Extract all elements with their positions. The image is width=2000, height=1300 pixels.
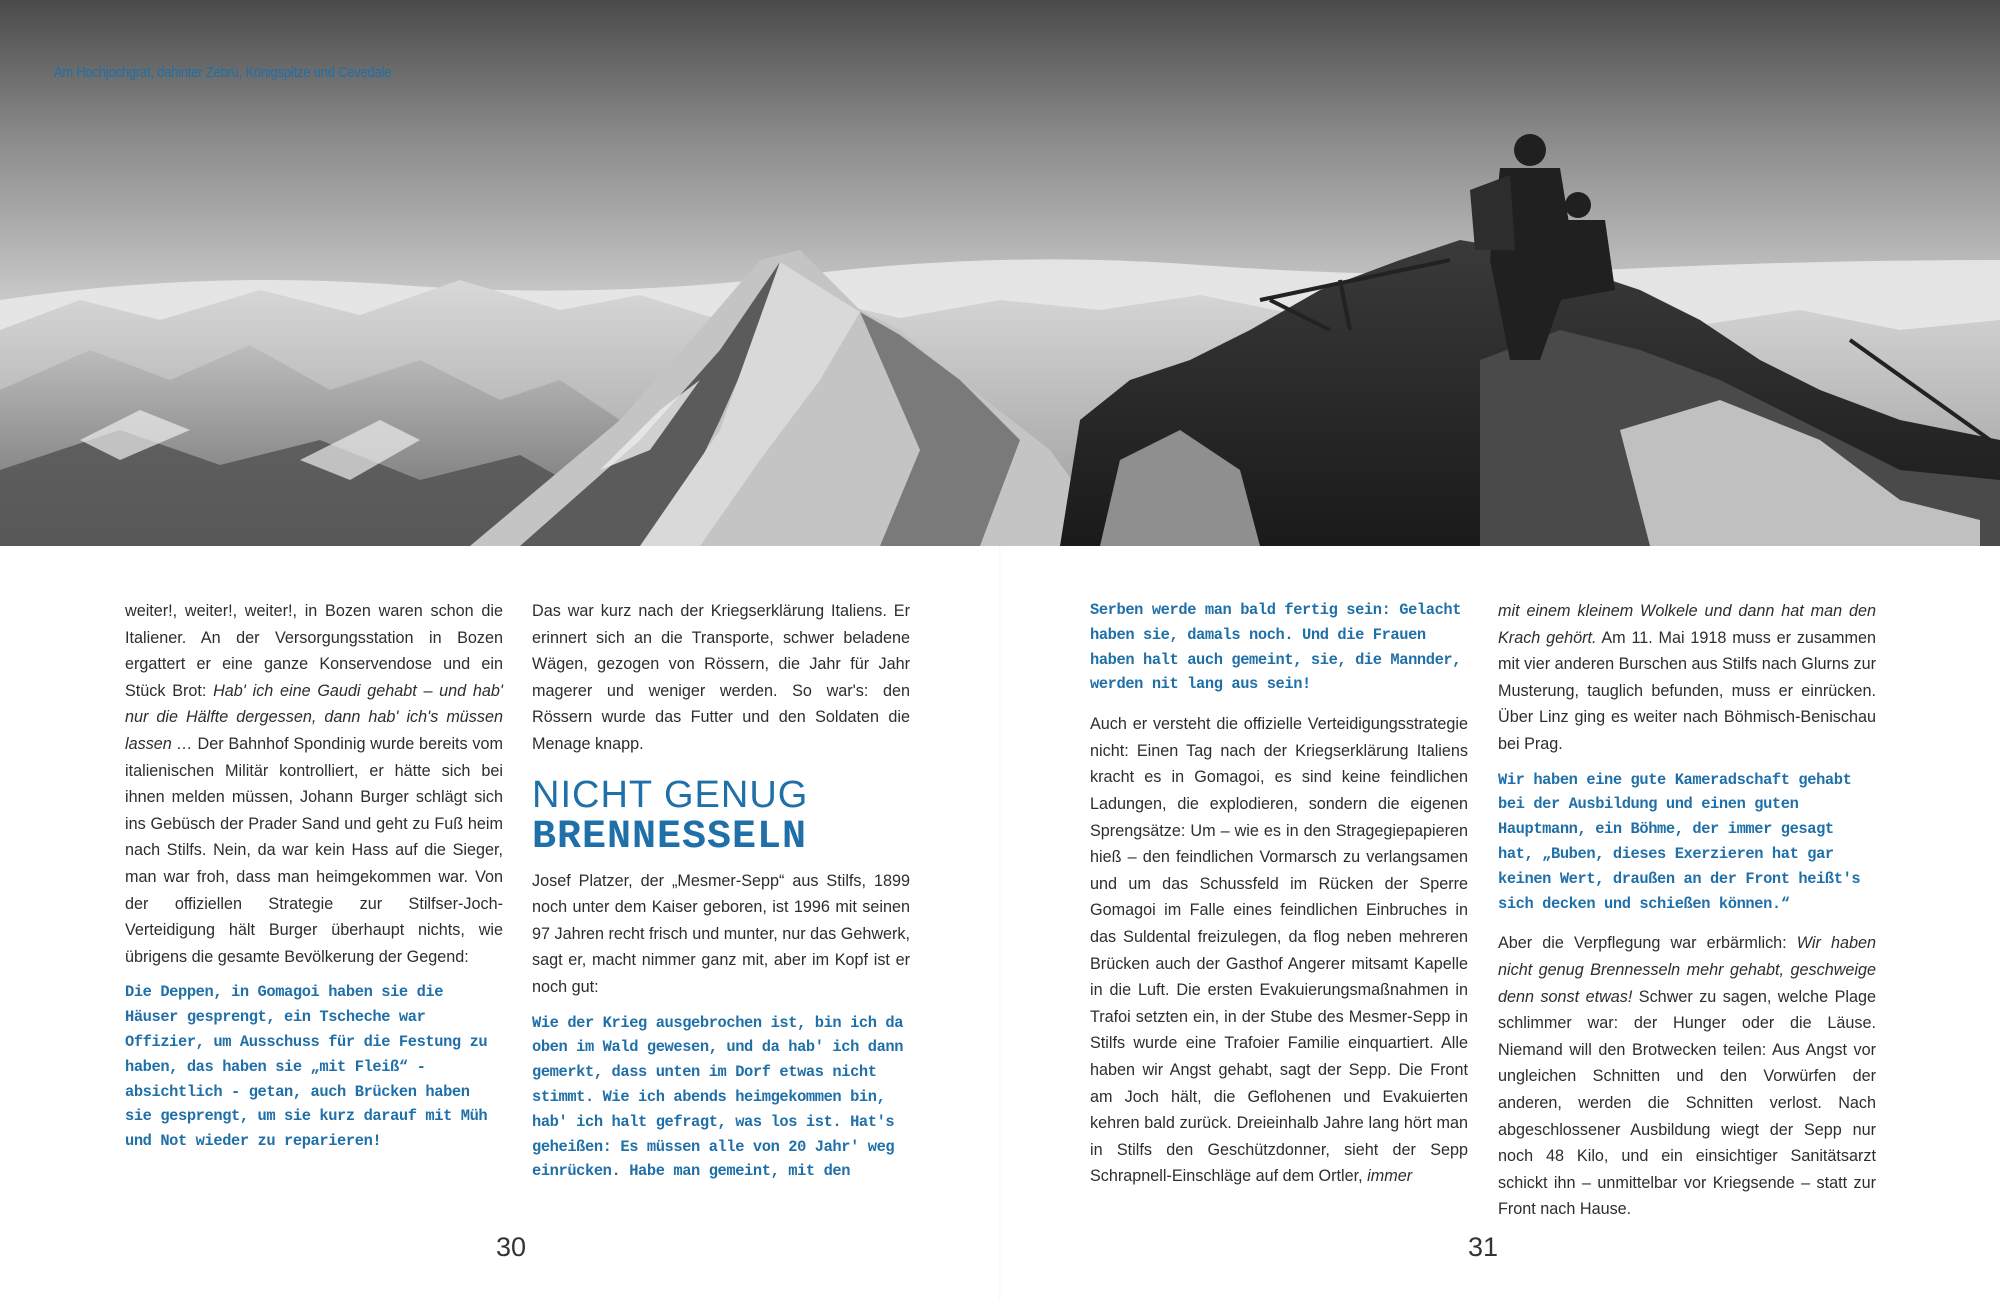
column-2	[532, 598, 910, 1198]
mountain-photo-illustration	[0, 0, 2000, 546]
typewriter-quote: Wie der Krieg ausgebrochen ist, bin ich da oben im Wald gewesen, und da hab' ich dann gemerkt, dass unten im Dorf etwas nicht stimmt. Wie ich abends heimgekommen bin, hab' ich halt gefragt, was los ist. Hat's geheißen: Es müssen alle von 20 Jahr' weg einrücken. Habe man gemeint, mit den	[532, 1013, 904, 1181]
typewriter-quote: Die Deppen, in Gomagoi haben sie die Häuser gesprengt, ein Tscheche war Offizier, um Ausschuss für die Festung zu haben, das haben sie „mit Fleiß“ - absichtlich - getan, auch Brücken haben sie gesprengt, um sie kurz darauf mit Müh und Not wieder zu reparieren!	[125, 983, 488, 1151]
panorama-photo	[0, 0, 2000, 546]
italic-quote: mit einem kleinem Wolkele und dann hat man den Krach gehört.	[1498, 602, 1876, 647]
column-1	[125, 598, 503, 1168]
text-run: weiter!, weiter!, weiter!, in Bozen waren schon die Italiener. An der Versorgungsstation in Bozen ergattert er eine ganze Konservendose und ein Stück Brot:	[125, 602, 503, 700]
heading-line-1: NICHT GENUG	[532, 773, 809, 816]
column-3	[1090, 598, 1468, 1200]
page-number-right: 31	[1468, 1232, 1499, 1262]
paragraph	[125, 598, 503, 970]
column-4	[1498, 598, 1876, 1233]
text-run: Der Bahnhof Spondinig wurde bereits vom italienischen Militär kontrolliert, er hätte sich bei ihnen melden müssen, Johann Burger schlägt sich ins Gebüsch der Prader Sand und geht zu Fuß heim nach Stilfs. Nein, da war kein Hass auf die Sieger, man war froh, dass man heimgekommen war. Von der offiziellen Strategie zur Stilfser-Joch-Verteidigung hält Burger überhaupt nichts, wie übrigens die gesamte Bevölkerung der Gegend:	[125, 734, 503, 966]
paragraph	[1498, 598, 1876, 758]
photo-caption: Am Hochjochgrat, dahinter Zebrù, Königspitze und Cevedale	[54, 64, 392, 81]
text-run: Aber die Verpflegung war erbärmlich:	[1498, 934, 1797, 953]
text-run: Auch er versteht die offizielle Verteidigungsstrategie nicht: Einen Tag nach der Kriegserklärung Italiens kracht es in Gomagoi, es sind keine feindlichen Ladungen, die explodieren, sondern die eigenen Sprengsätze: Um – wie es in den Stragegiepapieren hieß – den feindlichen Vormarsch zu verlangsamen und um das Schussfeld im Rücken der Sperre Gomagoi im Falle eines feindlichen Einbruches in das Suldental freizulegen, da flog neben mehreren Brücken auch der Gasthof Angerer mitsamt Kapelle in die Luft. Die ersten Evakuierungsmaßnahmen in Trafoi setzten ein, in der Stube des Mesmer-Sepp in Stilfs wurde eine Trafoier Familie einquartiert. Alle haben wir Angst gehabt, sagt der Sepp. Die Front am Joch hält, die Geflohenen und Evakuierten kehren bald zurück. Dreieinhalb Jahre lang hört man in Stilfs den Geschützdonner, sieht der Sepp Schrapnell-Einschläge auf dem Ortler,	[1090, 715, 1468, 1186]
text-run: Am 11. Mai 1918 muss er zusammen mit vier anderen Burschen aus Stilfs nach Glurns zur Musterung, tauglich befunden, muss er einrücken. Über Linz ging es weiter nach Böhmisch-Benischau bei Prag.	[1498, 628, 1877, 753]
paragraph	[1090, 711, 1468, 1190]
paragraph: Josef Platzer, der „Mesmer-Sepp“ aus Stilfs, 1899 noch unter dem Kaiser geboren, ist 1996 mit seinen 97 Jahren recht frisch und munter, nur das Gehwerk, sagt er, macht nimmer ganz mit, aber im Kopf ist er noch gut:	[532, 871, 910, 996]
italic-quote: Hab' ich eine Gaudi gehabt – und hab' nur die Hälfte dergessen, dann hab' ich's müssen lassen …	[125, 681, 503, 753]
italic-quote: Wir haben nicht genug Brennesseln mehr gehabt, geschweige denn sonst etwas!	[1498, 934, 1876, 1006]
typewriter-quote: Wir haben eine gute Kameradschaft gehabt bei der Ausbildung und einen guten Hauptmann, ein Böhme, der immer gesagt hat, „Buben, dieses Exerzieren hat gar keinen Wert, draußen an der Front heißt's sich decken und schießen können.“	[1498, 770, 1861, 913]
book-gutter	[999, 546, 1001, 1300]
section-heading	[532, 774, 910, 860]
paragraph: Das war kurz nach der Kriegserklärung Italiens. Er erinnert sich an die Transporte, schwer beladene Wägen, gezogen von Rössern, die Jahr für Jahr magerer und weniger werden. So war's: den Rössern wurde das Futter und den Soldaten die Menage knapp.	[532, 602, 910, 753]
heading-line-2: BRENNESSELN	[532, 814, 808, 860]
italic-quote: immer	[1367, 1167, 1413, 1186]
paragraph	[1498, 930, 1876, 1223]
typewriter-quote: Serben werde man bald fertig sein: Gelacht haben sie, damals noch. Und die Frauen haben halt auch gemeint, sie, die Mannder, werden nit lang aus sein!	[1090, 601, 1462, 694]
text-run: Schwer zu sagen, welche Plage schlimmer war: der Hunger oder die Läuse. Niemand will den Brotwecken teilen: Aus Angst vor ungleichen Schnitten und den Vorwürfen der anderen, werden die Schnitten verlost. Nach abgeschlossener Ausbildung wiegt der Sepp nur noch 48 Kilo, und ein einsichtiger Sanitätsarzt schickt ihn – unmittelbar vor Kriegsende – statt zur Front nach Hause.	[1498, 987, 1876, 1219]
page-number-left: 30	[496, 1232, 527, 1262]
